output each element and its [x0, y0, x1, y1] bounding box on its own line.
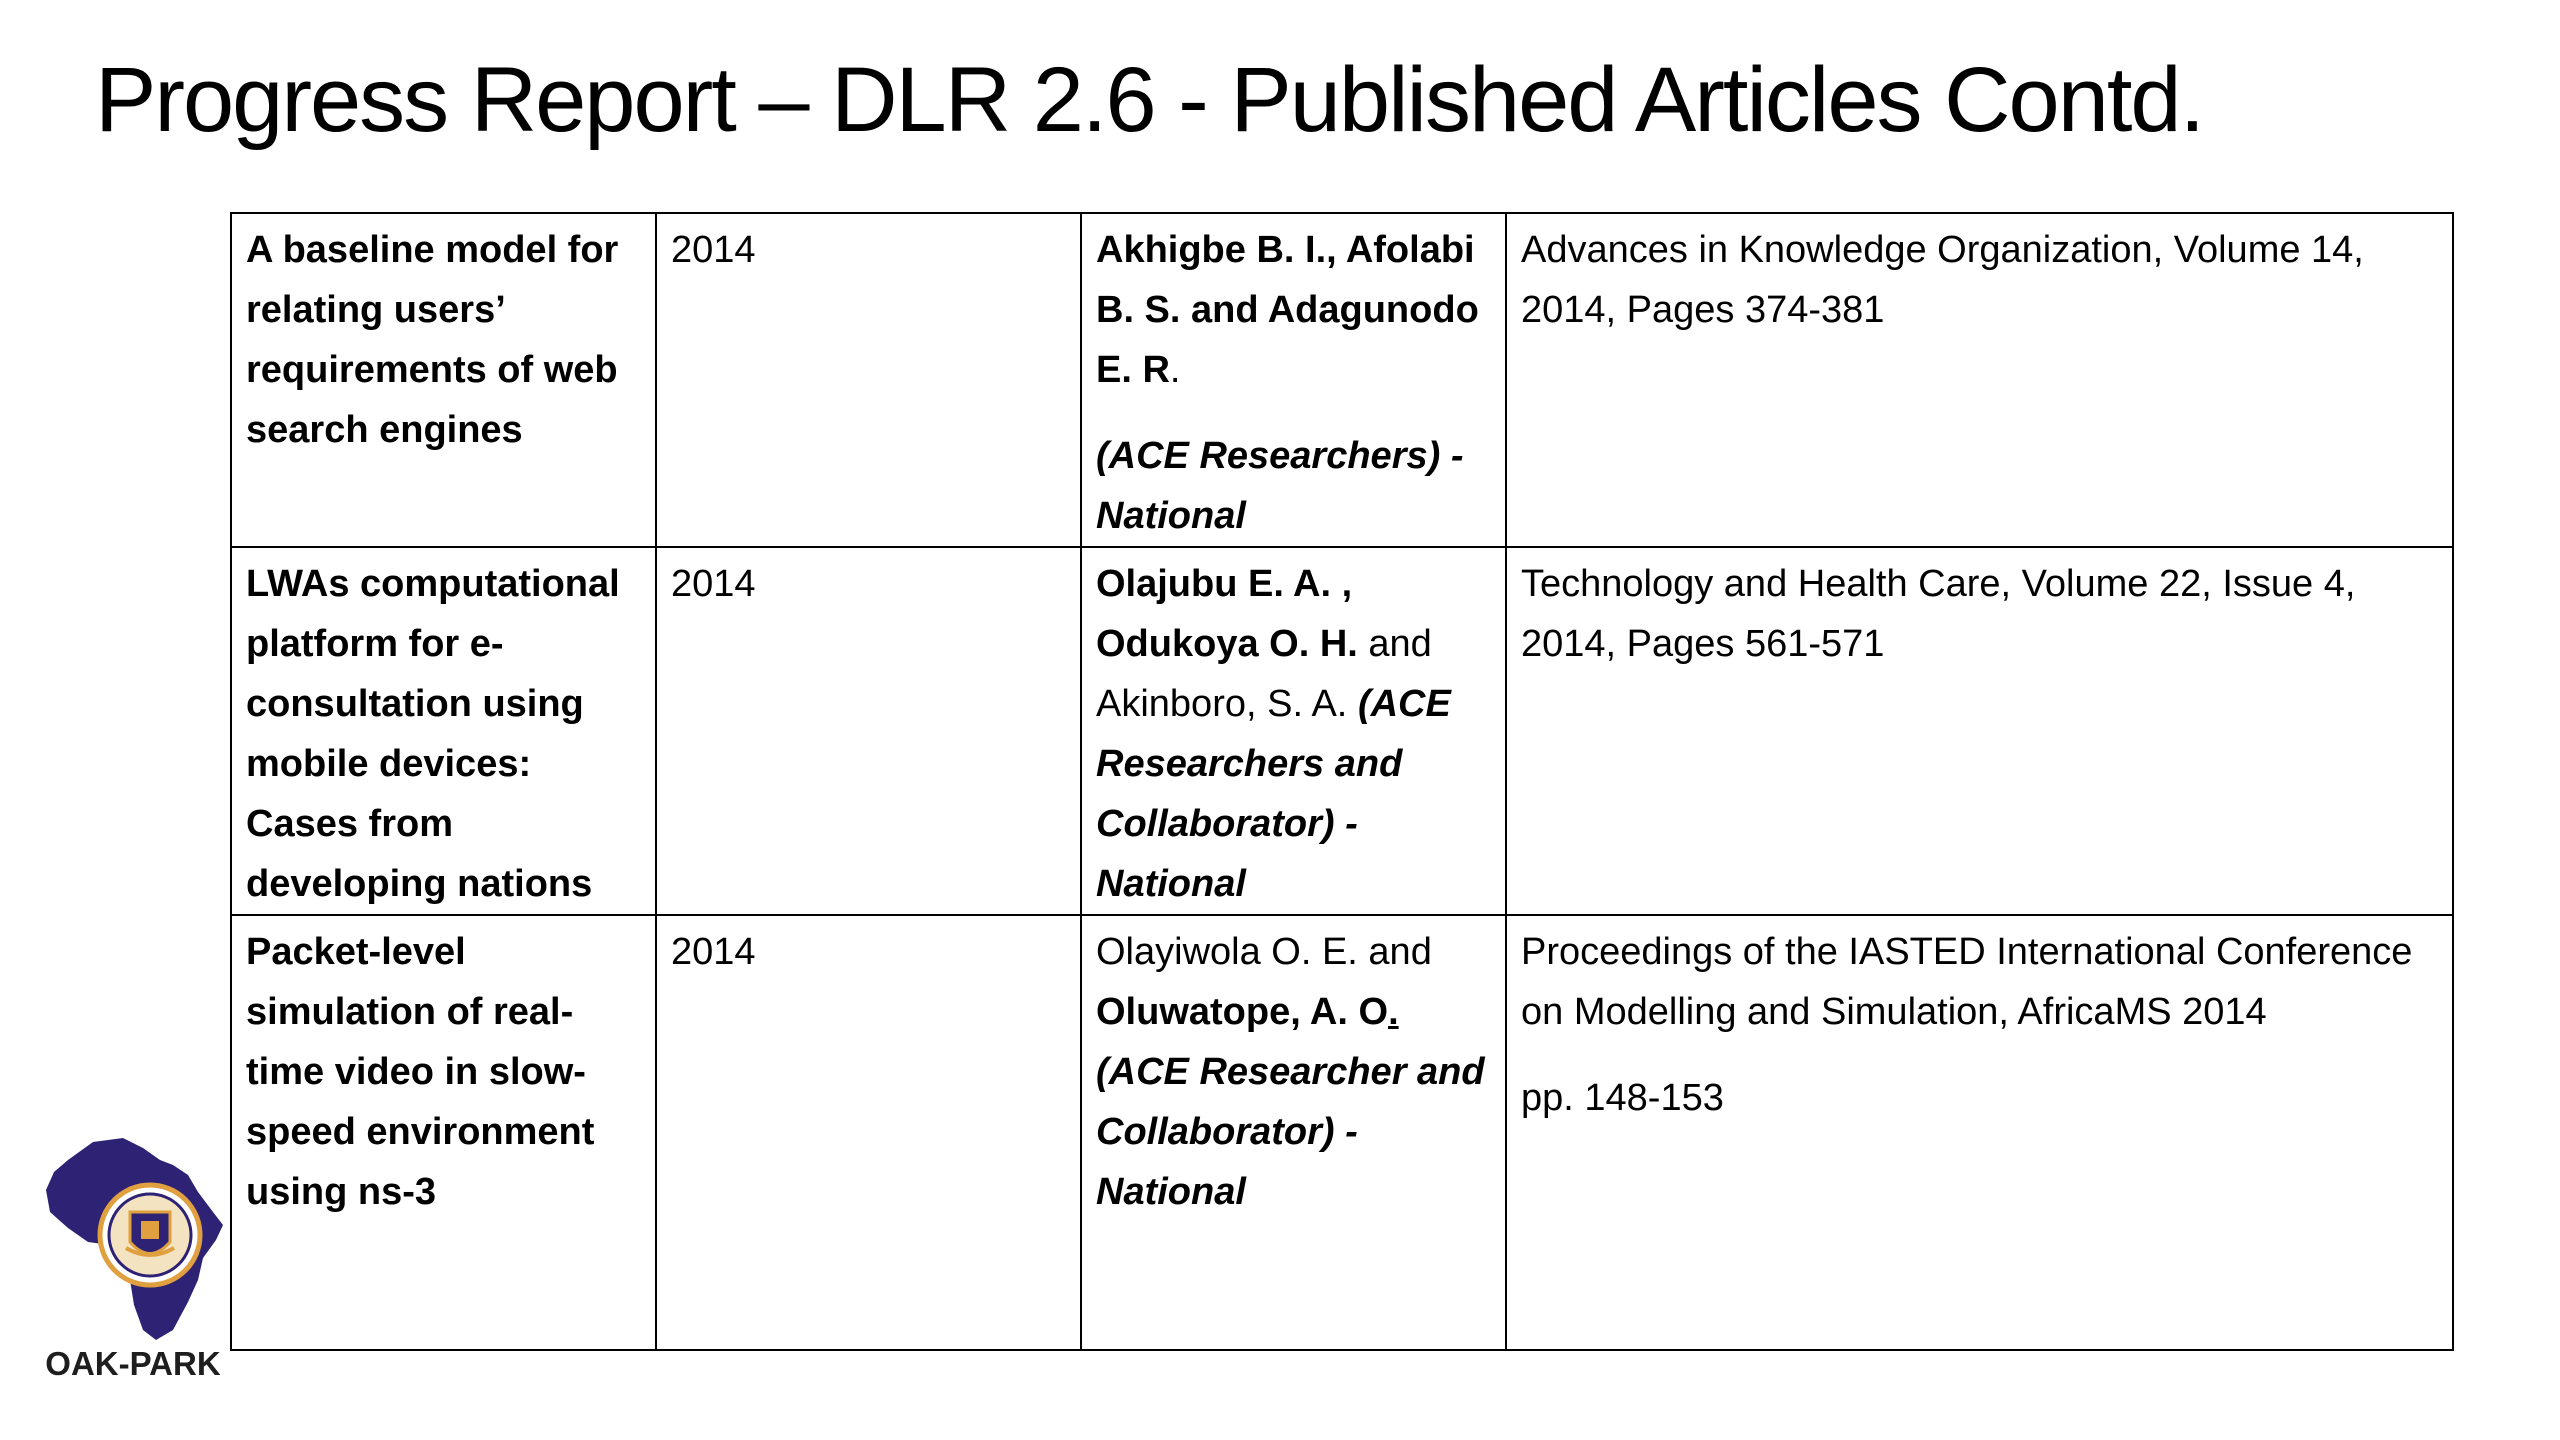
authors-plain: and Akinboro, S. A.	[1096, 623, 1432, 725]
venue-cell: Technology and Health Care, Volume 22, Issue 4, 2014, Pages 561-571	[1506, 547, 2453, 915]
authors-tail: .	[1169, 349, 1181, 391]
year-cell: 2014	[656, 915, 1081, 1350]
affiliation: (ACE Researchers and Collaborator) - National	[1096, 683, 1451, 905]
logo-label: OAK-PARK	[45, 1345, 221, 1382]
authors-bold: Olajubu E. A. , Odukoya O. H.	[1096, 563, 1358, 665]
article-title-cell: A baseline model for relating users’ requirements of web search engines	[231, 213, 656, 547]
year-cell: 2014	[656, 547, 1081, 915]
affiliation: (ACE Researchers) - National	[1096, 435, 1464, 537]
article-title-cell: LWAs computational platform for e-consultation using mobile devices: Cases from developing nations	[231, 547, 656, 915]
authors-cell	[1081, 213, 1506, 547]
venue-cell	[1506, 915, 2453, 1350]
authors-plain: Olayiwola O. E. and	[1096, 931, 1432, 973]
article-title-cell: Packet-level simulation of real-time video in slow-speed environment using ns-3	[231, 915, 656, 1350]
authors-cell	[1081, 915, 1506, 1350]
africa-map-icon	[38, 1130, 228, 1345]
authors-bold: Akhigbe B. I., Afolabi B. S. and Adagunodo E. R	[1096, 229, 1479, 391]
table-row	[231, 915, 2453, 1350]
venue-pages: pp. 148-153	[1521, 1077, 1724, 1119]
affiliation: (ACE Researcher and Collaborator) - National	[1096, 1051, 1485, 1213]
venue-cell: Advances in Knowledge Organization, Volume 14, 2014, Pages 374-381	[1506, 213, 2453, 547]
authors-cell	[1081, 547, 1506, 915]
authors-tail: .	[1388, 991, 1399, 1033]
publications-table	[230, 212, 2454, 1351]
table-row	[231, 547, 2453, 915]
authors-bold: Oluwatope, A. O	[1096, 991, 1389, 1033]
table-row	[231, 213, 2453, 547]
venue-text: Proceedings of the IASTED International Conference on Modelling and Simulation, AfricaMS 2014	[1521, 931, 2413, 1033]
oak-park-logo	[38, 1130, 228, 1390]
year-cell: 2014	[656, 213, 1081, 547]
slide-title: Progress Report – DLR 2.6 - Published Articles Contd.	[95, 49, 2204, 151]
